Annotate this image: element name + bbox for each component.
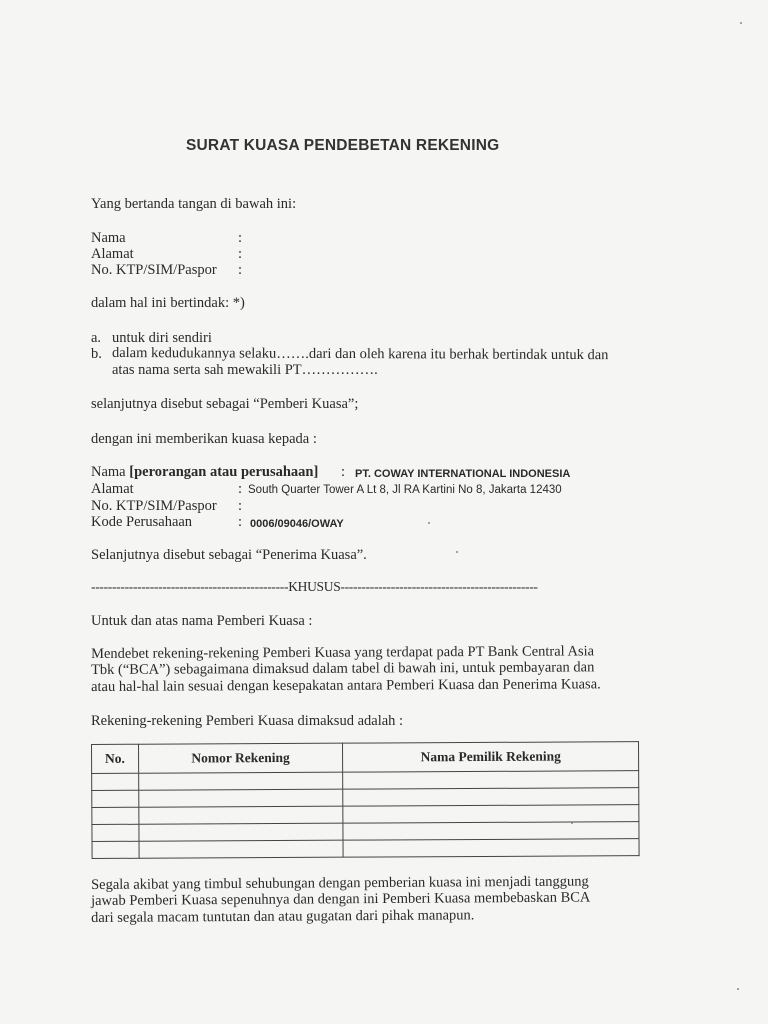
table-row bbox=[92, 839, 639, 859]
memberikan-text: dengan ini memberikan kuasa kepada : bbox=[91, 431, 317, 447]
scan-speck bbox=[571, 822, 573, 824]
field-alamat-sep: : bbox=[238, 246, 243, 262]
table-cell-nomor-rekening bbox=[139, 823, 344, 841]
option-b-marker: b. bbox=[91, 346, 102, 362]
document-title: SURAT KUASA PENDEBETAN REKENING bbox=[186, 137, 500, 154]
table-cell-no bbox=[92, 790, 139, 807]
mendebet-line-1: Mendebet rekening-rekening Pemberi Kuasa yang terdapat pada PT Bank Central Asia bbox=[91, 643, 595, 662]
table-cell-no bbox=[92, 824, 139, 841]
closing-line-2: jawab Pemberi Kuasa sepenuhnya dan dengan ini Pemberi Kuasa membebaskan BCA bbox=[91, 889, 591, 909]
closing-line-3: dari segala macam tuntutan dan atau gugatan dari pihak manapun. bbox=[91, 907, 475, 926]
table-cell-nama-pemilik bbox=[343, 839, 639, 858]
penerima-kode-label: Kode Perusahaan bbox=[91, 514, 193, 530]
table-cell-nama-pemilik bbox=[343, 822, 639, 841]
khusus-divider: -----------------------------------------------KHUSUS----------------------------------------------- bbox=[91, 579, 538, 594]
option-a-marker: a. bbox=[91, 330, 102, 346]
disebut-penerima-text: Selanjutnya disebut sebagai “Penerima Kuasa”. bbox=[91, 547, 367, 563]
disebut-pemberi-text: selanjutnya disebut sebagai “Pemberi Kuasa”; bbox=[91, 396, 359, 412]
penerima-alamat-label: Alamat bbox=[91, 481, 134, 497]
option-a-text: untuk diri sendiri bbox=[112, 330, 212, 346]
table-header-no: No. bbox=[92, 744, 139, 773]
penerima-kode-value: 0006/09046/OWAY bbox=[250, 518, 344, 530]
mendebet-line-2: Tbk (“BCA”) sebagaimana dimaksud dalam tabel di bawah ini, untuk pembayaran dan bbox=[91, 659, 595, 678]
table-cell-nama-pemilik bbox=[343, 805, 639, 824]
untuk-text: Untuk dan atas nama Pemberi Kuasa : bbox=[91, 613, 313, 629]
table-cell-nomor-rekening bbox=[138, 772, 343, 790]
scan-speck bbox=[737, 988, 739, 990]
table-cell-nama-pemilik bbox=[343, 788, 639, 807]
closing-line-1: Segala akibat yang timbul sehubungan dengan pemberian kuasa ini menjadi tanggung bbox=[91, 873, 589, 893]
option-b-text: dalam kedudukannya selaku…….dari dan oleh karena itu berhak bertindak untuk dan bbox=[111, 345, 609, 364]
rekening-intro-text: Rekening-rekening Pemberi Kuasa dimaksud adalah : bbox=[91, 713, 404, 729]
penerima-alamat-sep: : bbox=[238, 481, 243, 497]
penerima-nama-sep: : bbox=[341, 464, 346, 480]
rekening-table bbox=[91, 741, 640, 859]
table-header-row bbox=[92, 742, 639, 774]
table-cell-no bbox=[92, 841, 139, 858]
table-cell-nama-pemilik bbox=[343, 771, 639, 790]
bertindak-text: dalam hal ini bertindak: *) bbox=[91, 295, 245, 311]
field-alamat-label: Alamat bbox=[91, 246, 134, 262]
scan-speck bbox=[456, 551, 458, 553]
table-header-nomor-rekening: Nomor Rekening bbox=[138, 743, 343, 773]
table-cell-nomor-rekening bbox=[139, 806, 344, 824]
penerima-kode-sep: : bbox=[238, 514, 243, 530]
table-cell-no bbox=[92, 773, 139, 790]
penerima-nama-note: [perorangan atau perusahaan] bbox=[129, 464, 319, 480]
field-nama-label: Nama bbox=[91, 230, 126, 246]
field-ktp-sep: : bbox=[238, 262, 243, 278]
mendebet-line-3: atau hal-hal lain sesuai dengan kesepakatan antara Pemberi Kuasa dan Penerima Kuasa. bbox=[91, 676, 601, 695]
scan-speck bbox=[428, 522, 430, 524]
penerima-alamat-value: South Quarter Tower A Lt 8, Jl RA Kartini No 8, Jakarta 12430 bbox=[248, 484, 562, 496]
field-nama-sep: : bbox=[238, 230, 243, 246]
table-body bbox=[92, 771, 639, 859]
field-ktp-label: No. KTP/SIM/Paspor bbox=[91, 262, 217, 278]
table-cell-no bbox=[92, 807, 139, 824]
penerima-nama-value: PT. COWAY INTERNATIONAL INDONESIA bbox=[355, 468, 571, 480]
penerima-nama-label: Nama bbox=[91, 464, 126, 480]
option-b-continuation: atas nama serta sah mewakili PT……………. bbox=[112, 362, 378, 378]
penerima-ktp-sep: : bbox=[238, 498, 243, 514]
penerima-nama-row bbox=[91, 464, 318, 481]
table-header-nama-pemilik: Nama Pemilik Rekening bbox=[343, 742, 639, 773]
table-cell-nomor-rekening bbox=[139, 840, 344, 858]
table-cell-nomor-rekening bbox=[138, 789, 343, 807]
scan-speck bbox=[740, 22, 742, 24]
penerima-ktp-label: No. KTP/SIM/Paspor bbox=[91, 498, 217, 514]
intro-text: Yang bertanda tangan di bawah ini: bbox=[91, 196, 297, 212]
